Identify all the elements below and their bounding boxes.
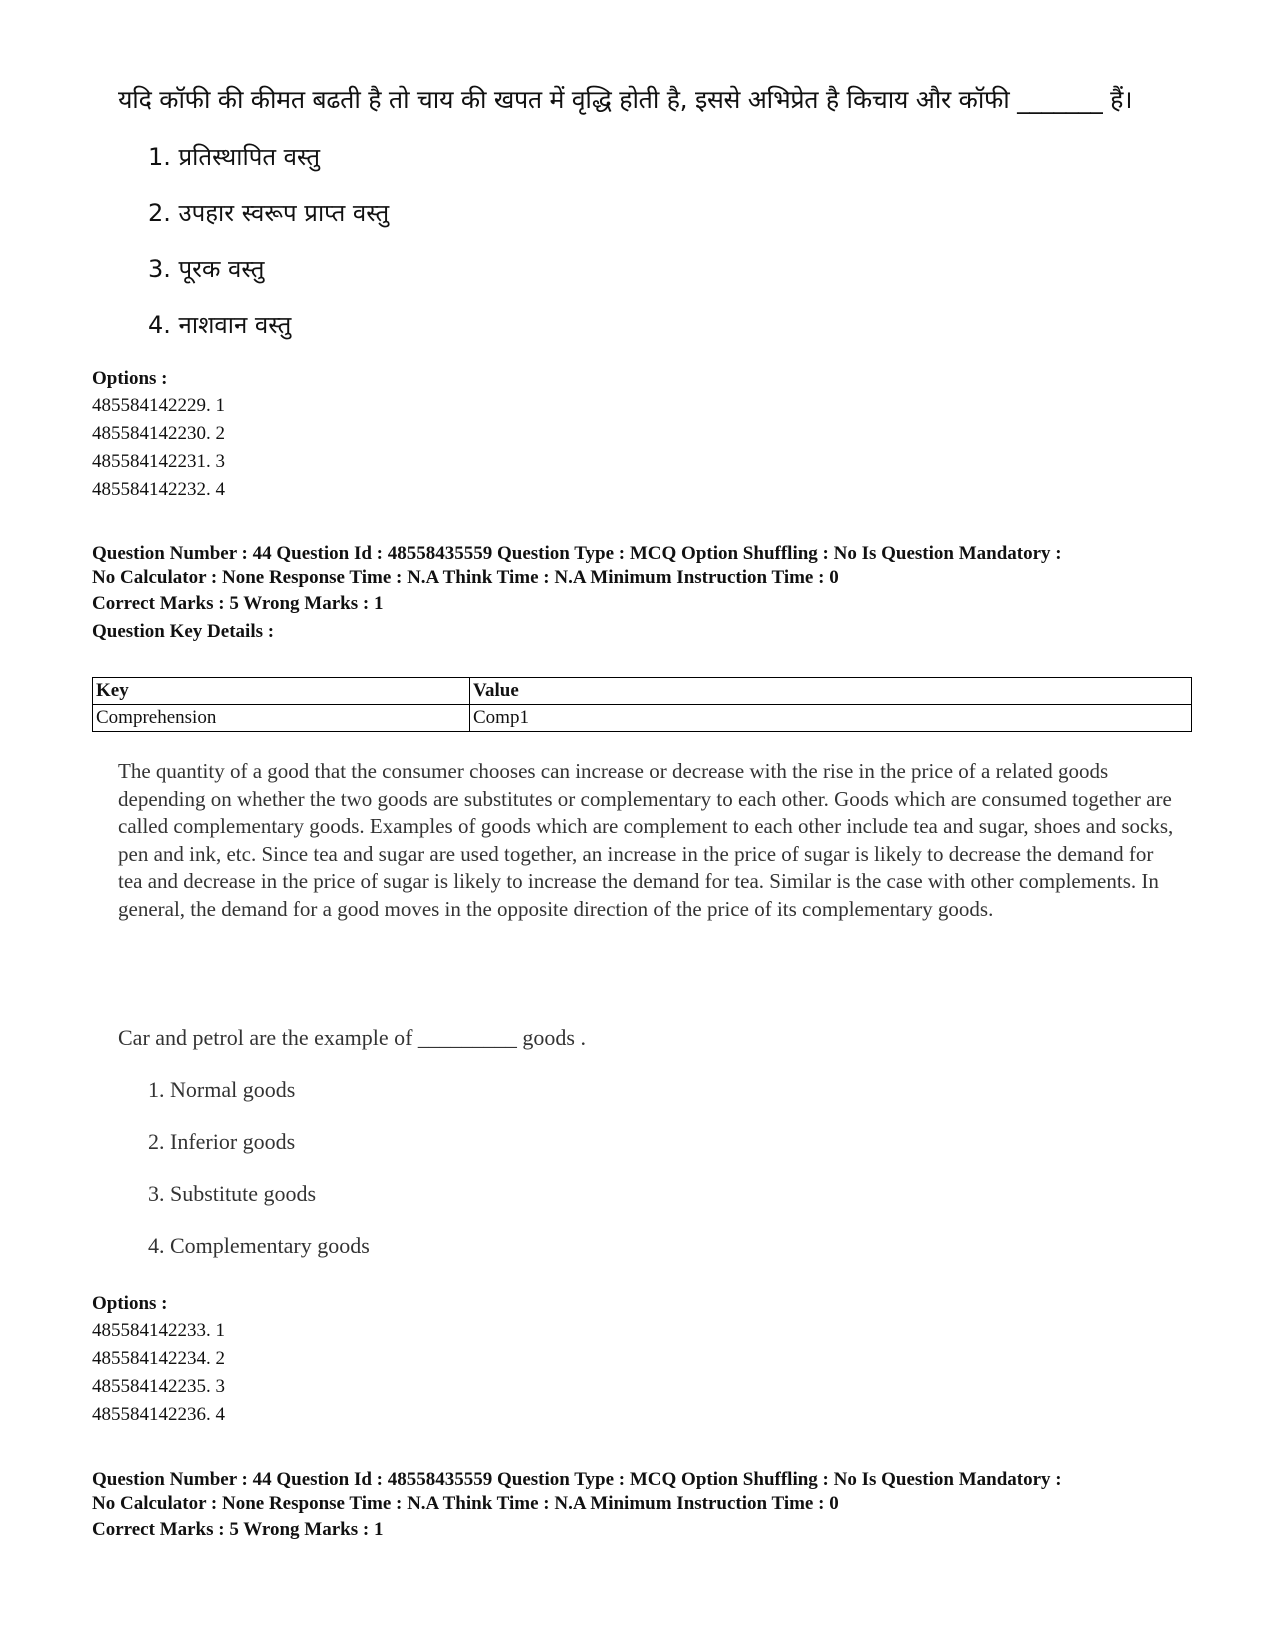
question-text-hindi: यदि कॉफी की कीमत बढती है तो चाय की खपत में वृद्धि होती है, इससे अभिप्रेत है किचाय और कॉफी _______ हैं।	[118, 85, 1133, 114]
table-header-value: Value	[470, 678, 1192, 705]
marks-line: Correct Marks : 5 Wrong Marks : 1	[92, 1519, 384, 1540]
marks-line: Correct Marks : 5 Wrong Marks : 1	[92, 593, 384, 614]
choice-4: 4. नाशवान वस्तु	[148, 311, 292, 339]
table-cell-value: Comp1	[470, 705, 1192, 732]
choice-4: 4. Complementary goods	[148, 1233, 370, 1258]
choice-3: 3. पूरक वस्तु	[148, 255, 265, 283]
table-header-row	[93, 678, 1192, 705]
key-details-label: Question Key Details :	[92, 621, 275, 642]
question-meta	[92, 1468, 1192, 1516]
option-id-3: 485584142235. 3	[92, 1376, 225, 1397]
choice-2: 2. उपहार स्वरूप प्राप्त वस्तु	[148, 199, 390, 227]
option-id-4: 485584142232. 4	[92, 479, 225, 500]
question-meta-line-2: No Calculator : None Response Time : N.A Think Time : N.A Minimum Instruction Time : 0	[92, 567, 839, 588]
question-meta	[92, 542, 1192, 590]
option-id-2: 485584142230. 2	[92, 423, 225, 444]
table-header-key: Key	[93, 678, 470, 705]
choice-2: 2. Inferior goods	[148, 1129, 296, 1154]
question-meta-line-1: Question Number : 44 Question Id : 48558435559 Question Type : MCQ Option Shuffling : No Is Question Mandatory :	[92, 1469, 1062, 1490]
comprehension-passage: The quantity of a good that the consumer chooses can increase or decrease with the rise in the price of a related goods depending on whether the two goods are substitutes or complementary to each other. Goods which are consumed together are called complementary goods. Examples of goods which are complement to each other include tea and sugar, shoes and socks, pen and ink, etc. Since tea and sugar are used together, an increase in the price of sugar is likely to decrease the demand for tea and decrease in the price of sugar is likely to increase the demand for tea. Similar is the case with other complements. In general, the demand for a good moves in the opposite direction of the price of its complementary goods.	[118, 759, 1174, 921]
option-id-1: 485584142233. 1	[92, 1320, 225, 1341]
key-details-table	[92, 677, 1192, 732]
choice-3: 3. Substitute goods	[148, 1181, 317, 1206]
option-id-2: 485584142234. 2	[92, 1348, 225, 1369]
options-label: Options :	[92, 368, 168, 389]
table-row	[93, 705, 1192, 732]
choice-1: 1. प्रतिस्थापित वस्तु	[148, 143, 321, 171]
table-cell-key: Comprehension	[93, 705, 470, 732]
question-meta-line-1: Question Number : 44 Question Id : 48558435559 Question Type : MCQ Option Shuffling : No Is Question Mandatory :	[92, 543, 1062, 564]
question-text: Car and petrol are the example of _________ goods .	[118, 1025, 586, 1050]
option-id-3: 485584142231. 3	[92, 451, 225, 472]
options-label: Options :	[92, 1293, 168, 1314]
option-id-1: 485584142229. 1	[92, 395, 225, 416]
choice-1: 1. Normal goods	[148, 1077, 296, 1102]
question-meta-line-2: No Calculator : None Response Time : N.A Think Time : N.A Minimum Instruction Time : 0	[92, 1493, 839, 1514]
option-id-4: 485584142236. 4	[92, 1404, 225, 1425]
